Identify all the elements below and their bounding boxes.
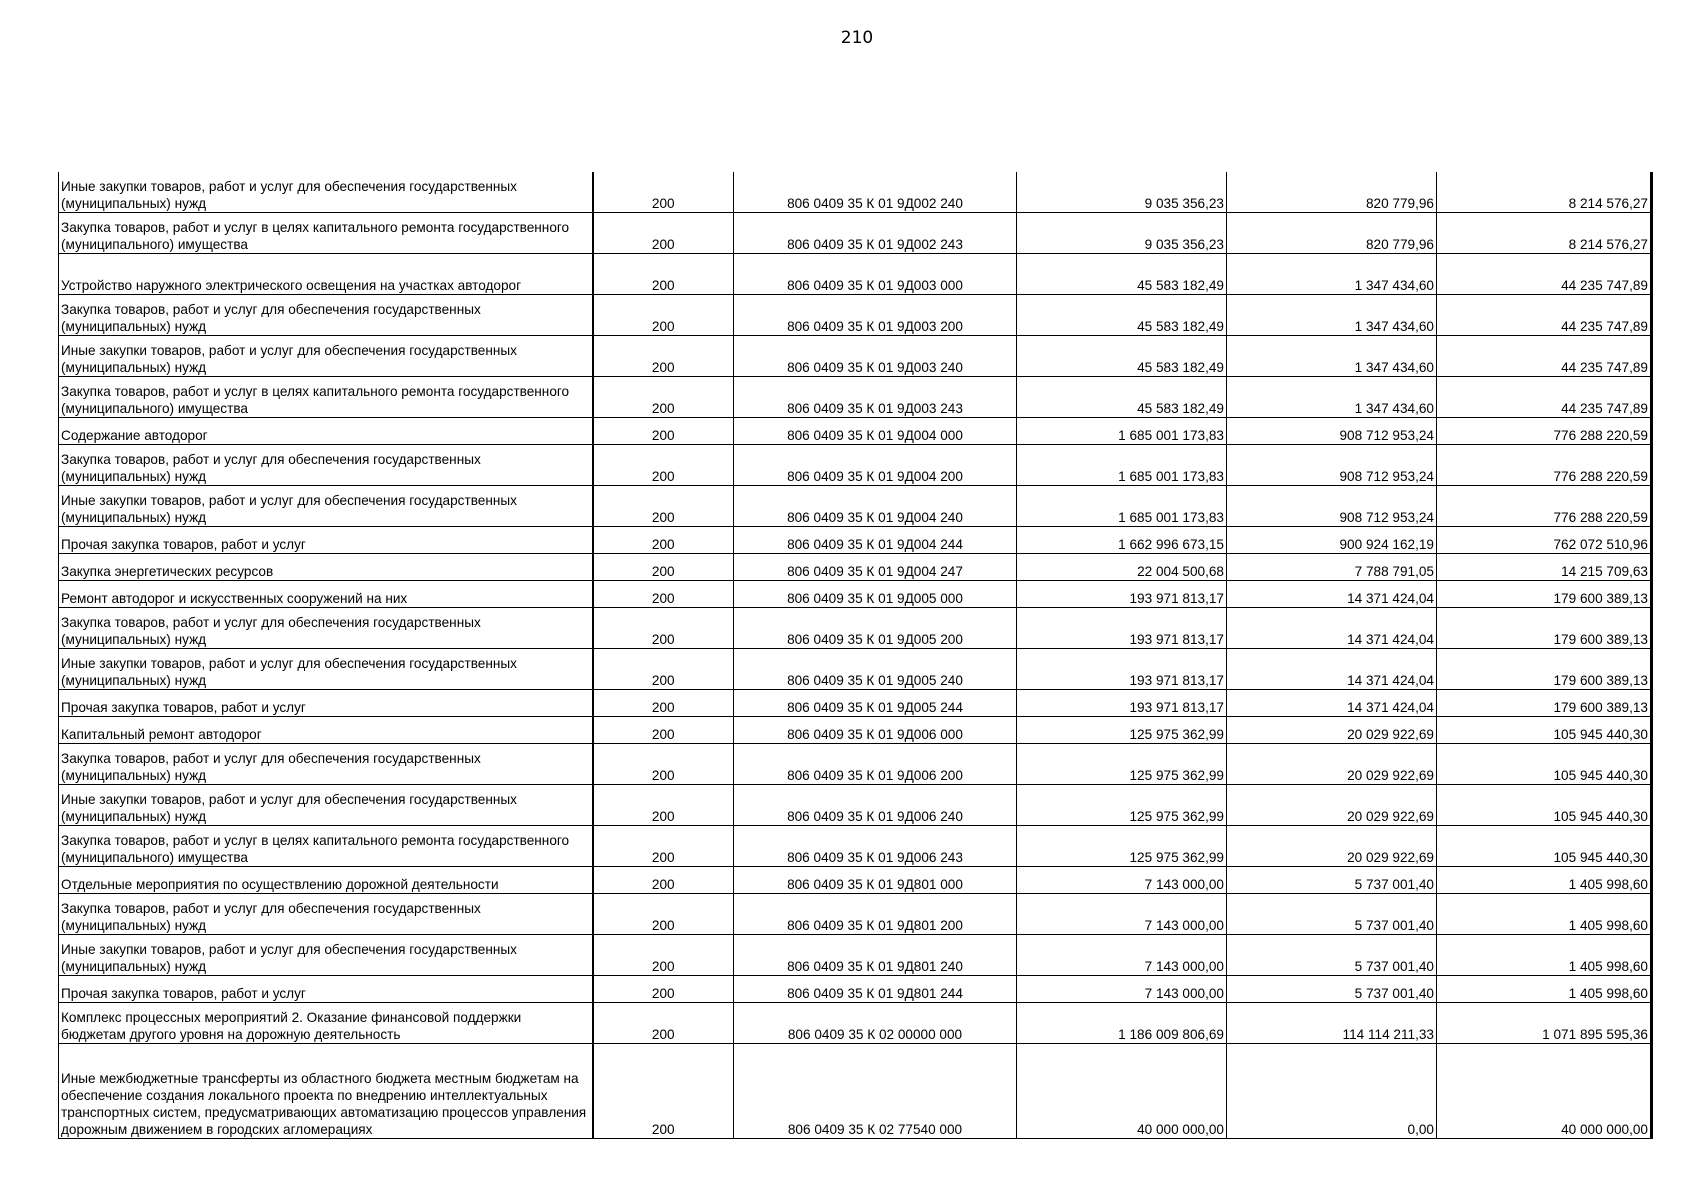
row-csr-code: 806 0409 35 К 01 9Д005 240 [734, 649, 1017, 690]
row-code: 200 [593, 172, 734, 213]
row-csr-code: 806 0409 35 К 01 9Д002 243 [734, 213, 1017, 254]
row-value-1: 193 971 813,17 [1017, 690, 1227, 717]
row-value-3: 762 072 510,96 [1437, 527, 1652, 554]
row-code: 200 [593, 1003, 734, 1044]
row-value-3: 8 214 576,27 [1437, 213, 1652, 254]
row-csr-code: 806 0409 35 К 01 9Д003 243 [734, 377, 1017, 418]
row-csr-code: 806 0409 35 К 01 9Д801 000 [734, 867, 1017, 894]
row-csr-code: 806 0409 35 К 01 9Д801 240 [734, 935, 1017, 976]
row-csr-code: 806 0409 35 К 01 9Д004 200 [734, 445, 1017, 486]
row-name: Прочая закупка товаров, работ и услуг [59, 527, 593, 554]
row-code: 200 [593, 377, 734, 418]
row-value-2: 908 712 953,24 [1227, 418, 1437, 445]
table-row [59, 894, 1652, 935]
row-value-2: 7 788 791,05 [1227, 554, 1437, 581]
row-value-2: 908 712 953,24 [1227, 445, 1437, 486]
row-value-1: 125 975 362,99 [1017, 744, 1227, 785]
row-code: 200 [593, 554, 734, 581]
row-name: Закупка энергетических ресурсов [59, 554, 593, 581]
row-value-2: 908 712 953,24 [1227, 486, 1437, 527]
row-name: Иные межбюджетные трансферты из областного бюджета местным бюджетам на обеспечение создания локального проекта по внедрению интеллектуальных транспортных систем, предусматривающих автоматизацию процессов управления дорожным движением в городских агломерациях [59, 1044, 593, 1139]
table-row [59, 867, 1652, 894]
table-row [59, 172, 1652, 213]
row-name: Иные закупки товаров, работ и услуг для обеспечения государственных (муниципальных) нужд [59, 172, 593, 213]
row-csr-code: 806 0409 35 К 01 9Д004 240 [734, 486, 1017, 527]
row-value-3: 179 600 389,13 [1437, 649, 1652, 690]
table-row [59, 744, 1652, 785]
budget-table [58, 172, 1653, 1139]
row-name: Закупка товаров, работ и услуг для обеспечения государственных (муниципальных) нужд [59, 445, 593, 486]
row-value-1: 193 971 813,17 [1017, 581, 1227, 608]
table-row [59, 826, 1652, 867]
row-code: 200 [593, 935, 734, 976]
row-csr-code: 806 0409 35 К 01 9Д005 200 [734, 608, 1017, 649]
row-csr-code: 806 0409 35 К 01 9Д005 244 [734, 690, 1017, 717]
row-value-1: 1 662 996 673,15 [1017, 527, 1227, 554]
row-code: 200 [593, 826, 734, 867]
row-value-1: 22 004 500,68 [1017, 554, 1227, 581]
table-row [59, 418, 1652, 445]
row-value-3: 179 600 389,13 [1437, 581, 1652, 608]
row-code: 200 [593, 336, 734, 377]
row-value-2: 5 737 001,40 [1227, 894, 1437, 935]
row-value-3: 1 405 998,60 [1437, 867, 1652, 894]
row-value-3: 105 945 440,30 [1437, 744, 1652, 785]
table-row [59, 581, 1652, 608]
row-value-3: 105 945 440,30 [1437, 826, 1652, 867]
table-row [59, 377, 1652, 418]
row-value-3: 105 945 440,30 [1437, 717, 1652, 744]
row-value-2: 14 371 424,04 [1227, 608, 1437, 649]
row-csr-code: 806 0409 35 К 02 00000 000 [734, 1003, 1017, 1044]
row-code: 200 [593, 295, 734, 336]
table-row [59, 649, 1652, 690]
row-value-1: 45 583 182,49 [1017, 254, 1227, 295]
row-code: 200 [593, 213, 734, 254]
row-csr-code: 806 0409 35 К 01 9Д006 240 [734, 785, 1017, 826]
row-value-2: 20 029 922,69 [1227, 717, 1437, 744]
row-csr-code: 806 0409 35 К 01 9Д004 247 [734, 554, 1017, 581]
row-value-1: 45 583 182,49 [1017, 377, 1227, 418]
row-value-3: 179 600 389,13 [1437, 690, 1652, 717]
row-value-2: 820 779,96 [1227, 172, 1437, 213]
table-row [59, 445, 1652, 486]
table-row [59, 935, 1652, 976]
row-name: Прочая закупка товаров, работ и услуг [59, 976, 593, 1003]
row-value-3: 179 600 389,13 [1437, 608, 1652, 649]
row-value-2: 1 347 434,60 [1227, 377, 1437, 418]
row-value-1: 9 035 356,23 [1017, 172, 1227, 213]
row-value-2: 1 347 434,60 [1227, 295, 1437, 336]
row-value-3: 44 235 747,89 [1437, 295, 1652, 336]
row-value-3: 1 071 895 595,36 [1437, 1003, 1652, 1044]
row-value-1: 193 971 813,17 [1017, 608, 1227, 649]
row-name: Закупка товаров, работ и услуг для обеспечения государственных (муниципальных) нужд [59, 295, 593, 336]
row-value-1: 193 971 813,17 [1017, 649, 1227, 690]
row-value-3: 1 405 998,60 [1437, 976, 1652, 1003]
row-csr-code: 806 0409 35 К 01 9Д004 000 [734, 418, 1017, 445]
table-row [59, 295, 1652, 336]
row-name: Закупка товаров, работ и услуг в целях капитального ремонта государственного (муниципального) имущества [59, 826, 593, 867]
row-code: 200 [593, 717, 734, 744]
row-name: Прочая закупка товаров, работ и услуг [59, 690, 593, 717]
row-value-3: 776 288 220,59 [1437, 418, 1652, 445]
table-row [59, 213, 1652, 254]
row-value-2: 5 737 001,40 [1227, 935, 1437, 976]
row-value-2: 114 114 211,33 [1227, 1003, 1437, 1044]
row-name: Содержание автодорог [59, 418, 593, 445]
row-csr-code: 806 0409 35 К 01 9Д006 000 [734, 717, 1017, 744]
table-row [59, 785, 1652, 826]
row-name: Устройство наружного электрического освещения на участках автодорог [59, 254, 593, 295]
row-csr-code: 806 0409 35 К 01 9Д003 240 [734, 336, 1017, 377]
row-value-2: 1 347 434,60 [1227, 254, 1437, 295]
row-code: 200 [593, 976, 734, 1003]
row-value-1: 7 143 000,00 [1017, 867, 1227, 894]
table-row [59, 1003, 1652, 1044]
row-value-2: 900 924 162,19 [1227, 527, 1437, 554]
row-code: 200 [593, 744, 734, 785]
table-row [59, 1044, 1652, 1139]
row-value-1: 7 143 000,00 [1017, 976, 1227, 1003]
row-code: 200 [593, 486, 734, 527]
row-csr-code: 806 0409 35 К 02 77540 000 [734, 1044, 1017, 1139]
row-value-2: 14 371 424,04 [1227, 581, 1437, 608]
row-value-1: 125 975 362,99 [1017, 717, 1227, 744]
row-value-2: 5 737 001,40 [1227, 976, 1437, 1003]
row-name: Отдельные мероприятия по осуществлению дорожной деятельности [59, 867, 593, 894]
row-name: Иные закупки товаров, работ и услуг для обеспечения государственных (муниципальных) нужд [59, 785, 593, 826]
row-value-2: 14 371 424,04 [1227, 690, 1437, 717]
row-name: Закупка товаров, работ и услуг в целях капитального ремонта государственного (муниципального) имущества [59, 377, 593, 418]
table-row [59, 486, 1652, 527]
row-value-3: 776 288 220,59 [1437, 445, 1652, 486]
table-row [59, 690, 1652, 717]
row-code: 200 [593, 867, 734, 894]
row-value-2: 20 029 922,69 [1227, 744, 1437, 785]
table-row [59, 608, 1652, 649]
row-value-2: 820 779,96 [1227, 213, 1437, 254]
row-value-3: 1 405 998,60 [1437, 935, 1652, 976]
row-name: Закупка товаров, работ и услуг для обеспечения государственных (муниципальных) нужд [59, 608, 593, 649]
row-value-1: 7 143 000,00 [1017, 935, 1227, 976]
row-value-1: 1 186 009 806,69 [1017, 1003, 1227, 1044]
row-value-2: 0,00 [1227, 1044, 1437, 1139]
row-value-3: 40 000 000,00 [1437, 1044, 1652, 1139]
row-name: Иные закупки товаров, работ и услуг для обеспечения государственных (муниципальных) нужд [59, 336, 593, 377]
row-name: Комплекс процессных мероприятий 2. Оказание финансовой поддержки бюджетам другого уровня на дорожную деятельность [59, 1003, 593, 1044]
row-value-1: 40 000 000,00 [1017, 1044, 1227, 1139]
row-value-2: 20 029 922,69 [1227, 785, 1437, 826]
table-row [59, 554, 1652, 581]
row-name: Иные закупки товаров, работ и услуг для обеспечения государственных (муниципальных) нужд [59, 935, 593, 976]
row-csr-code: 806 0409 35 К 01 9Д003 200 [734, 295, 1017, 336]
table-row [59, 527, 1652, 554]
row-name: Ремонт автодорог и искусственных сооружений на них [59, 581, 593, 608]
row-code: 200 [593, 894, 734, 935]
row-csr-code: 806 0409 35 К 01 9Д002 240 [734, 172, 1017, 213]
table-row [59, 717, 1652, 744]
row-value-1: 1 685 001 173,83 [1017, 418, 1227, 445]
table-row [59, 336, 1652, 377]
row-code: 200 [593, 608, 734, 649]
row-value-2: 1 347 434,60 [1227, 336, 1437, 377]
row-csr-code: 806 0409 35 К 01 9Д003 000 [734, 254, 1017, 295]
row-csr-code: 806 0409 35 К 01 9Д005 000 [734, 581, 1017, 608]
row-code: 200 [593, 785, 734, 826]
row-name: Закупка товаров, работ и услуг в целях капитального ремонта государственного (муниципального) имущества [59, 213, 593, 254]
row-value-1: 7 143 000,00 [1017, 894, 1227, 935]
table-row [59, 254, 1652, 295]
row-code: 200 [593, 527, 734, 554]
row-value-1: 45 583 182,49 [1017, 336, 1227, 377]
row-value-2: 5 737 001,40 [1227, 867, 1437, 894]
row-value-3: 1 405 998,60 [1437, 894, 1652, 935]
row-name: Иные закупки товаров, работ и услуг для обеспечения государственных (муниципальных) нужд [59, 486, 593, 527]
row-name: Капитальный ремонт автодорог [59, 717, 593, 744]
row-csr-code: 806 0409 35 К 01 9Д801 200 [734, 894, 1017, 935]
row-code: 200 [593, 1044, 734, 1139]
row-name: Закупка товаров, работ и услуг для обеспечения государственных (муниципальных) нужд [59, 894, 593, 935]
row-name: Закупка товаров, работ и услуг для обеспечения государственных (муниципальных) нужд [59, 744, 593, 785]
row-value-1: 1 685 001 173,83 [1017, 486, 1227, 527]
row-csr-code: 806 0409 35 К 01 9Д004 244 [734, 527, 1017, 554]
row-code: 200 [593, 649, 734, 690]
row-value-1: 45 583 182,49 [1017, 295, 1227, 336]
row-csr-code: 806 0409 35 К 01 9Д801 244 [734, 976, 1017, 1003]
row-value-3: 44 235 747,89 [1437, 377, 1652, 418]
row-code: 200 [593, 418, 734, 445]
table-row [59, 976, 1652, 1003]
page-number: 210 [840, 28, 874, 48]
row-csr-code: 806 0409 35 К 01 9Д006 200 [734, 744, 1017, 785]
row-value-3: 14 215 709,63 [1437, 554, 1652, 581]
row-value-2: 20 029 922,69 [1227, 826, 1437, 867]
row-value-1: 125 975 362,99 [1017, 826, 1227, 867]
row-value-3: 44 235 747,89 [1437, 254, 1652, 295]
row-value-1: 1 685 001 173,83 [1017, 445, 1227, 486]
row-value-1: 9 035 356,23 [1017, 213, 1227, 254]
row-value-2: 14 371 424,04 [1227, 649, 1437, 690]
row-value-3: 8 214 576,27 [1437, 172, 1652, 213]
row-code: 200 [593, 254, 734, 295]
row-value-1: 125 975 362,99 [1017, 785, 1227, 826]
row-value-3: 776 288 220,59 [1437, 486, 1652, 527]
budget-table-body [59, 172, 1652, 1139]
row-csr-code: 806 0409 35 К 01 9Д006 243 [734, 826, 1017, 867]
row-code: 200 [593, 445, 734, 486]
row-code: 200 [593, 581, 734, 608]
row-value-3: 44 235 747,89 [1437, 336, 1652, 377]
row-value-3: 105 945 440,30 [1437, 785, 1652, 826]
row-name: Иные закупки товаров, работ и услуг для обеспечения государственных (муниципальных) нужд [59, 649, 593, 690]
row-code: 200 [593, 690, 734, 717]
